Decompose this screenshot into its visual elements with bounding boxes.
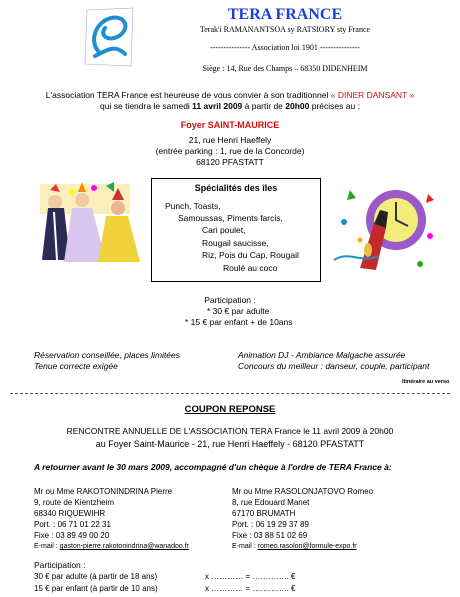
contact-name: Mr ou Mme RASOLONJATOVO Romeo [232, 487, 374, 496]
contact-street: 8, rue Edouard Manet [232, 498, 310, 507]
invitation-line-2 [0, 101, 460, 111]
price-adult: * 30 € par adulte [207, 306, 270, 316]
contact-phone: Fixe : 03 88 51 02 69 [232, 531, 308, 540]
menu-item: Rougail saucisse, [202, 238, 269, 248]
contact-mobile: Port. : 06 71 01 22 31 [34, 520, 111, 529]
menu-heading: Spécialités des îles [194, 183, 278, 193]
venue-parking: (entrée parking : 1, rue de la Concorde) [155, 146, 305, 156]
form-child-calc[interactable]: x ………… = ………….. € [205, 584, 296, 593]
venue-city: 68120 PFASTATT [196, 157, 264, 167]
cut-line [10, 393, 450, 394]
tera-france-logo [81, 4, 139, 70]
form-adult-calc[interactable]: x ………… = ………….. € [205, 572, 296, 581]
coupon-instruction: A retourner avant le 30 mars 2009, accompagné d'un chèque à l'ordre de TERA France à: [34, 462, 392, 472]
contact-mobile: Port. : 06 19 29 37 89 [232, 520, 309, 529]
price-child: * 15 € par enfant + de 10ans [185, 317, 293, 327]
menu-item: Cari poulet, [202, 225, 246, 235]
venue-street: 21, rue Henri Haeffely [188, 135, 272, 145]
invitation-date-prefix: qui se tiendra le samedi [100, 101, 193, 111]
event-time: 20h00 [285, 101, 310, 111]
coupon-venue-line: au Foyer Saint-Maurice - 21, rue Henri Haeffely - 68120 PFASTATT [95, 439, 365, 449]
coupon-event-line: RENCONTRE ANNUELLE DE L'ASSOCIATION TERA France le 11 avril 2009 à 20h00 [66, 426, 394, 436]
invitation-time-prefix: à partir de [242, 101, 286, 111]
coupon-heading: COUPON REPONSE [184, 404, 276, 415]
event-date: 11 avril 2009 [192, 101, 243, 111]
contact-city: 68340 RIQUEWIHR [34, 509, 106, 518]
contact-email-row [34, 543, 189, 550]
note-reservation: Réservation conseillée, places limitées [34, 350, 180, 360]
contact-name: Mr ou Mme RAKOTONINDRINA Pierre [34, 487, 173, 496]
event-name: « DINER DANSANT » [330, 90, 415, 100]
menu-item: Punch, Toasts, [165, 201, 221, 211]
note-dress-code: Tenue correcte exigée [34, 361, 118, 371]
menu-item: Roulé au coco [223, 263, 278, 273]
celebration-clipart [330, 180, 442, 272]
party-dancers-clipart [20, 178, 150, 266]
itinerary-note: Itinéraire au verso [402, 379, 450, 385]
menu-item: Riz, Pois du Cap, Rougail [202, 250, 299, 260]
form-adult-label: 30 € par adulte (à partir de 18 ans) [34, 572, 158, 581]
venue-name: Foyer SAINT-MAURICE [180, 120, 280, 130]
note-animation: Animation DJ - Ambiance Malgache assurée [238, 350, 406, 360]
invitation-suffix: précises au : [309, 101, 360, 111]
contact-email-link[interactable]: gaston-pierre.rakotonindrina@wanadoo.fr [59, 543, 189, 550]
contact-street: 9, route de Kientzheim [34, 498, 115, 507]
contact-email-link[interactable]: romeo.rasolon@formule-expo.fr [257, 543, 357, 550]
invitation-text: L'association TERA France est heureuse de vous convier à son traditionnel [45, 90, 331, 100]
contact-email-row [232, 543, 357, 550]
note-contest: Concours du meilleur : danseur, couple, participant [238, 361, 430, 371]
org-subtitle: Terak'i RAMANANTSOA sy RATSIORY sty France [199, 25, 371, 34]
form-heading: Participation : [34, 560, 86, 570]
invitation-line-1 [0, 90, 460, 100]
head-office-address: Siège : 14, Rue des Champs – 68350 DIDENHEIM [202, 64, 368, 73]
association-line: --------------- Association loi 1901 --------------- [210, 43, 360, 52]
email-label: E-mail : [232, 543, 258, 550]
participation-heading: Participation : [204, 295, 256, 305]
email-label: E-mail : [34, 543, 60, 550]
form-child-label: 15 € par enfant (à partir de 10 ans) [34, 584, 158, 593]
menu-box [151, 178, 321, 282]
menu-item: Samoussas, Piments farcis, [178, 213, 283, 223]
org-title: TERA FRANCE [227, 6, 343, 23]
contact-phone: Fixe : 03 89 49 00 20 [34, 531, 110, 540]
contact-city: 67170 BRUMATH [232, 509, 296, 518]
